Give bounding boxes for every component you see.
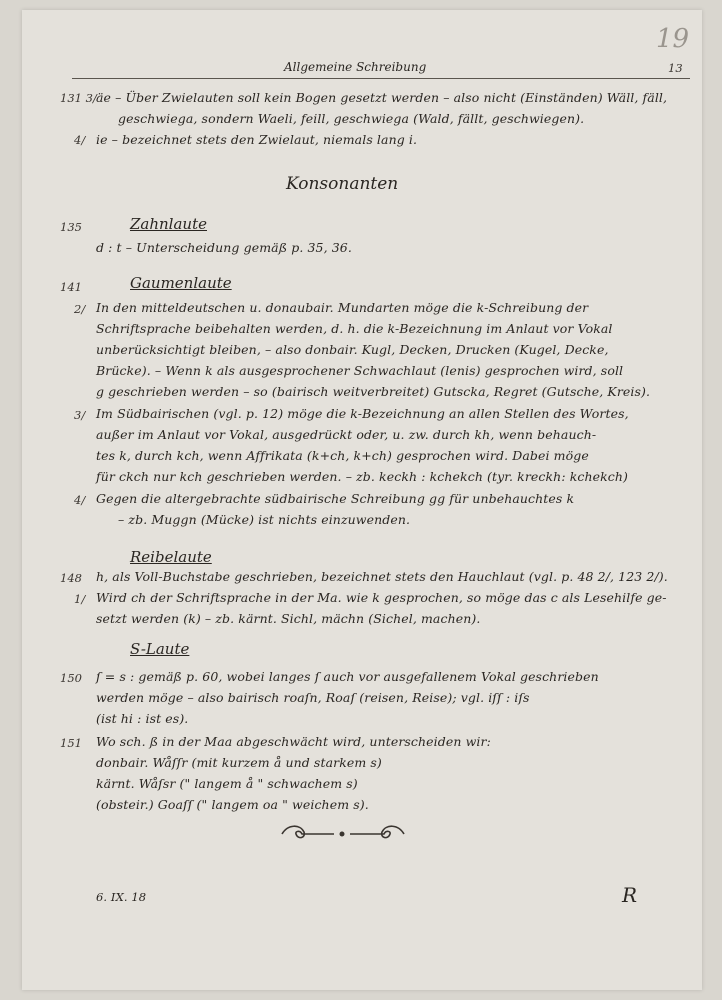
pencil-page-number: 19 (656, 24, 690, 54)
running-title: Allgemeine Schreibung (284, 60, 427, 74)
signature: R (622, 883, 638, 907)
paragraph-number: 151 (60, 736, 82, 750)
ornament-flourish-icon (278, 822, 408, 850)
text-line: Im Südbairischen (vgl. p. 12) möge die k-Bezeichnung an allen Stellen des Wortes, (96, 406, 629, 421)
paragraph-number: 4/ (74, 133, 86, 147)
text-line: tes k, durch kch, wenn Affrikata (k+ch, k+ch) gesprochen wird. Dabei möge (96, 448, 589, 463)
text-line: äe – Über Zwielauten soll kein Bogen gesetzt werden – also nicht (Einständen) Wäll, fäll, (96, 90, 668, 105)
text-line: geschwiega, sondern Waeli, feill, geschwiega (Wald, fällt, geschwiegen). (118, 111, 585, 126)
sub-heading: Zahnlaute (130, 215, 207, 233)
text-line: g geschrieben werden – so (bairisch weitverbreitet) Gutscka, Regret (Gutsche, Kreis). (96, 384, 651, 399)
text-line: donbair. Wåſſr (mit kurzem å und starkem s) (96, 755, 382, 770)
text-line: Schriftsprache beibehalten werden, d. h. die k-Bezeichnung im Anlaut vor Vokal (96, 321, 613, 336)
text-line: ie – bezeichnet stets den Zwielaut, niemals lang i. (96, 132, 418, 147)
paragraph-number: 150 (60, 671, 82, 685)
header-rule (72, 78, 690, 79)
text-line: für ckch nur kch geschrieben werden. – zb. keckh : kchekch (tyr. kreckh: kchekch) (96, 469, 629, 484)
document-page (22, 10, 702, 990)
paragraph-number: 135 (60, 220, 82, 234)
text-line: außer im Anlaut vor Vokal, ausgedrückt oder, u. zw. durch kh, wenn behauch- (96, 427, 597, 442)
paragraph-number: 141 (60, 280, 82, 294)
text-line: Brücke). – Wenn k als ausgesprochener Schwachlaut (lenis) gesprochen wird, soll (96, 363, 624, 378)
page-number: 13 (668, 61, 683, 75)
paragraph-number: 131 3/ (60, 91, 97, 105)
paragraph-number: 1/ (74, 592, 86, 606)
paragraph-number: 4/ (74, 493, 86, 507)
text-line: – zb. Muggn (Mücke) ist nichts einzuwenden. (118, 512, 411, 527)
sub-heading: Gaumenlaute (130, 274, 232, 292)
section-heading: Konsonanten (286, 174, 399, 194)
text-line: kärnt. Wåſsr (" langem å " schwachem s) (96, 776, 358, 791)
text-line: d : t – Unterscheidung gemäß p. 35, 36. (96, 240, 352, 255)
text-line: (ist hi : ist es). (96, 711, 189, 726)
text-line: Gegen die altergebrachte südbairische Schreibung gg für unbehauchtes k (96, 491, 575, 506)
text-line: ſ = s : gemäß p. 60, wobei langes ſ auch vor ausgefallenem Vokal geschrieben (96, 669, 599, 684)
sub-heading: S-Laute (130, 640, 190, 658)
text-line: werden möge – also bairisch roaſn, Roaſ (reisen, Reise); vgl. iſſ : iſs (96, 690, 530, 705)
text-line: Wo sch. ß in der Maa abgeschwächt wird, unterscheiden wir: (96, 734, 491, 749)
paragraph-number: 148 (60, 571, 82, 585)
text-line: unberücksichtigt bleiben, – also donbair. Kugl, Decken, Drucken (Kugel, Decke, (96, 342, 609, 357)
sub-heading: Reibelaute (130, 548, 212, 566)
text-line: In den mitteldeutschen u. donaubair. Mundarten möge die k-Schreibung der (96, 300, 589, 315)
text-line: setzt werden (k) – zb. kärnt. Sichl, mächn (Sichel, machen). (96, 611, 481, 626)
paragraph-number: 2/ (74, 302, 86, 316)
date: 6. IX. 18 (96, 890, 147, 904)
text-line: Wird ch der Schriftsprache in der Ma. wie k gesprochen, so möge das c als Lesehilfe ge- (96, 590, 667, 605)
text-line: (obsteir.) Goaſſ (" langem oa " weichem s). (96, 797, 369, 812)
text-line: h, als Voll-Buchstabe geschrieben, bezeichnet stets den Hauchlaut (vgl. p. 48 2/, 123 2/). (96, 569, 668, 584)
paragraph-number: 3/ (74, 408, 86, 422)
